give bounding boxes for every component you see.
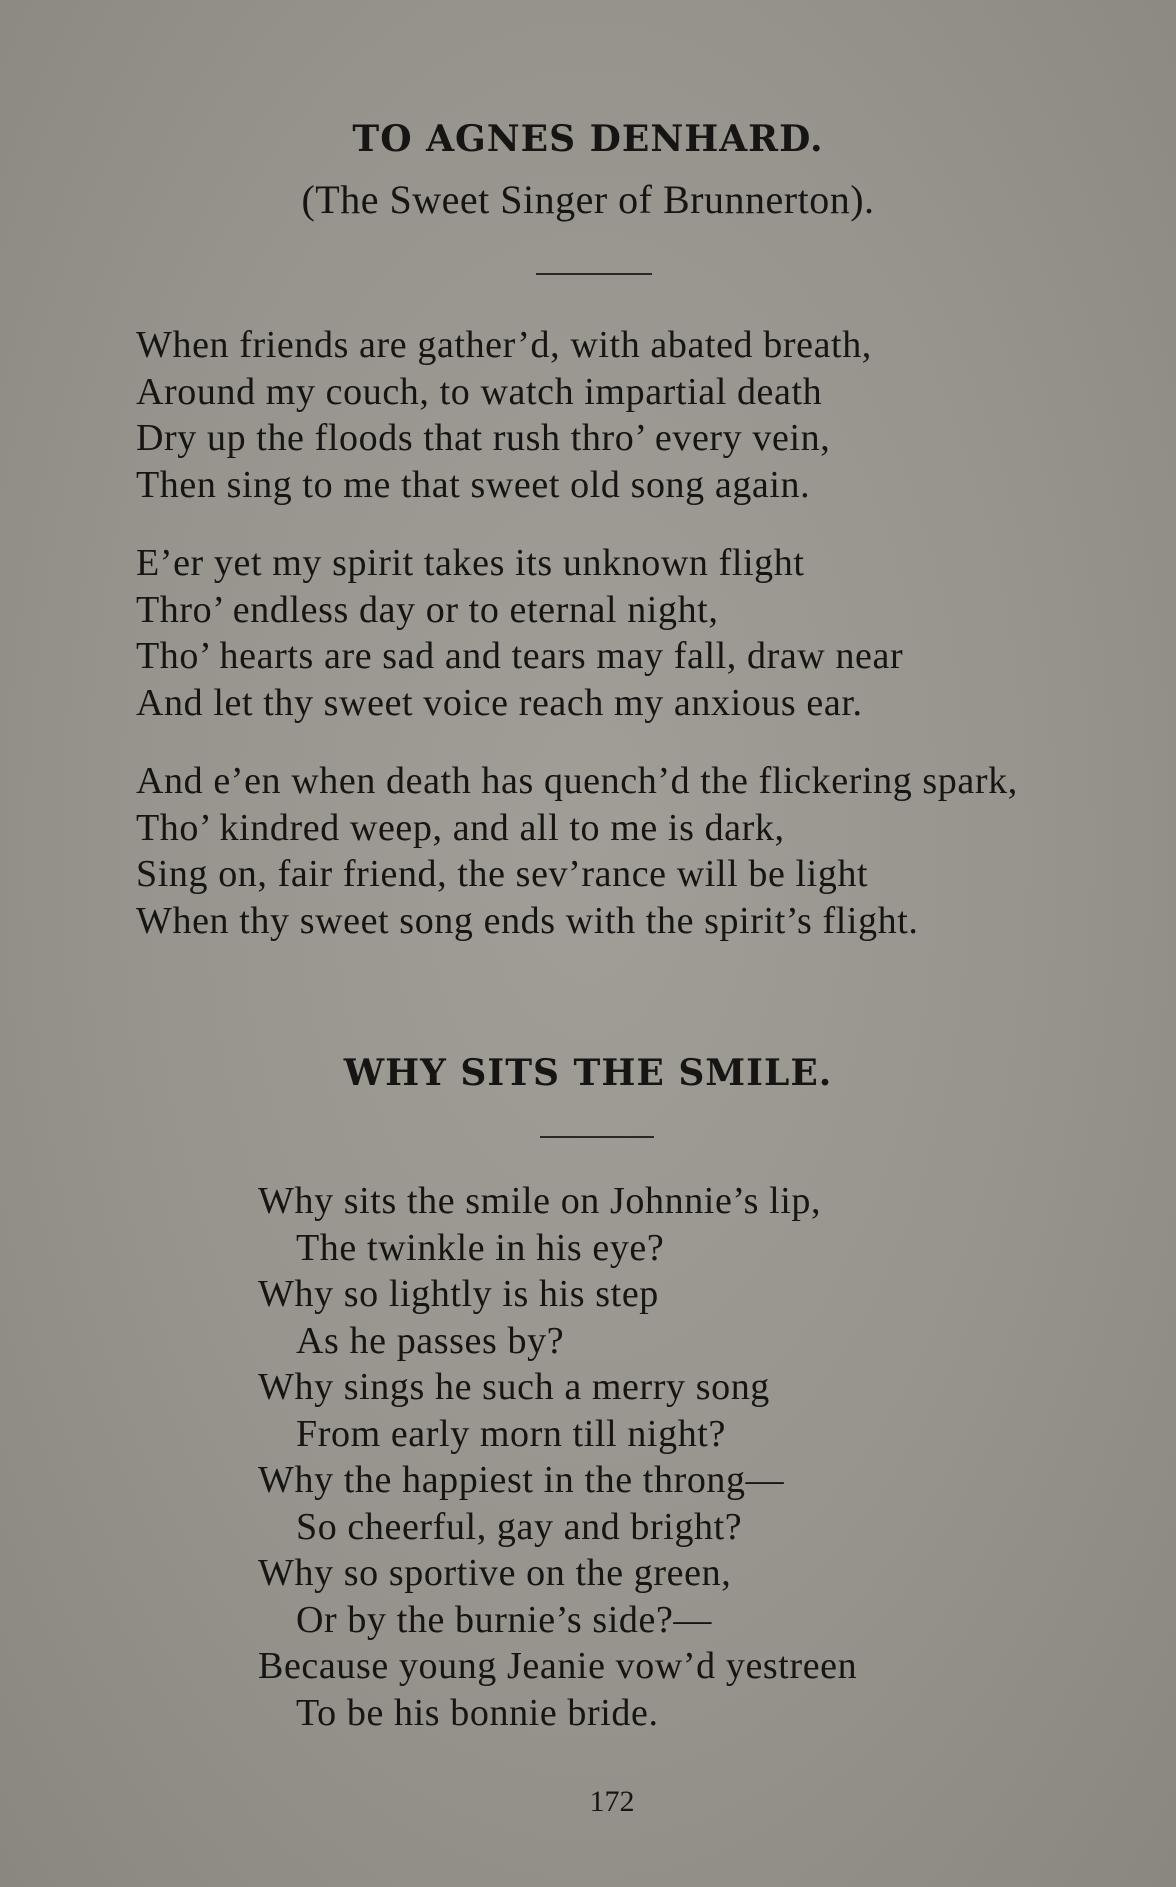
verse-line: As he passes by? (296, 1319, 565, 1362)
verse-line: Because young Jeanie vow’d yestreen (258, 1645, 858, 1687)
verse-line: The twinkle in his eye? (296, 1226, 665, 1269)
stanza-1 (136, 322, 1018, 508)
poem-2-body (258, 1178, 857, 1736)
poem-1-divider (536, 273, 652, 275)
verse-line: Why the happiest in the throng— (258, 1459, 785, 1501)
stanza-3 (136, 758, 1018, 944)
verse-line: So cheerful, gay and bright? (296, 1505, 743, 1548)
verse-line: Why so sportive on the green, (258, 1552, 732, 1594)
poem-1-title: TO AGNES DENHARD. (352, 118, 824, 160)
verse-line: To be his bonnie bride. (296, 1691, 659, 1734)
verse-line: E’er yet my spirit takes its unknown flight (136, 542, 805, 584)
verse-line: And e’en when death has quench’d the flickering spark, (136, 760, 1018, 802)
verse-line: Thro’ endless day or to eternal night, (136, 588, 719, 631)
poem-2-divider (540, 1136, 654, 1138)
page-number: 172 (589, 1785, 635, 1818)
verse-line: Or by the burnie’s side?— (296, 1598, 713, 1641)
verse-line: When friends are gather’d, with abated breath, (136, 324, 872, 366)
verse-line: Dry up the floods that rush thro’ every vein, (136, 417, 831, 459)
verse-line: Why sings he such a merry song (258, 1366, 770, 1408)
verse-line: Sing on, fair friend, the sev’rance will be light (136, 853, 869, 895)
verse-line: Around my couch, to watch impartial death (136, 370, 823, 413)
poem-2-title: WHY SITS THE SMILE. (343, 1052, 833, 1094)
verse-line: Tho’ hearts are sad and tears may fall, draw near (136, 635, 904, 677)
verse-line: From early morn till night? (296, 1412, 726, 1455)
stanza-2 (136, 540, 1018, 726)
verse-line: Then sing to me that sweet old song again. (136, 463, 811, 506)
verse-line: Why so lightly is his step (258, 1273, 659, 1315)
verse-line: Tho’ kindred weep, and all to me is dark, (136, 806, 785, 849)
poem-1-subtitle: (The Sweet Singer of Brunnerton). (301, 177, 875, 222)
verse-line: Why sits the smile on Johnnie’s lip, (258, 1180, 822, 1222)
verse-line: And let thy sweet voice reach my anxious ear. (136, 681, 863, 724)
poem-1-body (136, 322, 1018, 976)
verse-line: When thy sweet song ends with the spirit’s flight. (136, 899, 919, 942)
